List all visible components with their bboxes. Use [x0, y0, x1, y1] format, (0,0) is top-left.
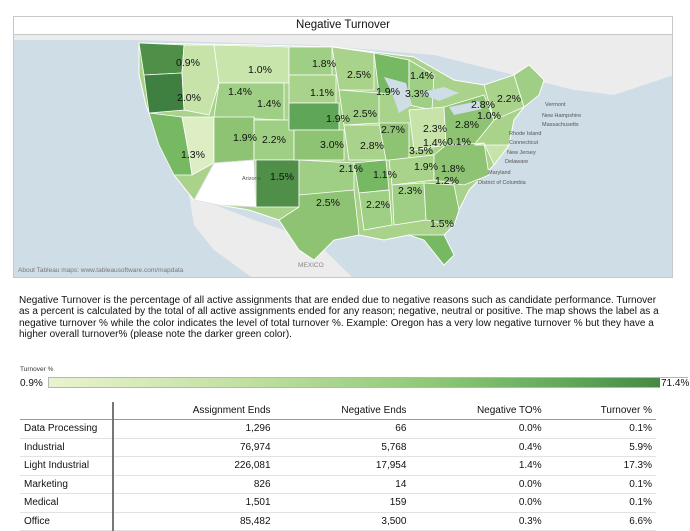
- row-category: Data Processing: [20, 420, 113, 439]
- table-row: [20, 457, 656, 476]
- country-label-mexico: MEXICO: [298, 262, 324, 269]
- legend-min-value: 0.9%: [20, 378, 43, 389]
- state-label-massachusetts: Massachusetts: [542, 122, 579, 128]
- state-label-rhode-island: Rhode Island: [509, 131, 542, 137]
- map-value-label: 1.9%: [376, 86, 400, 98]
- column-header-negative-to[interactable]: Negative TO%: [410, 402, 545, 420]
- map-value-label: 1.2%: [435, 175, 459, 187]
- cell-turnover: 0.1%: [546, 475, 656, 494]
- map-value-label: 2.2%: [262, 134, 286, 146]
- map-value-label: 1.0%: [477, 110, 501, 122]
- cell-negative-to: 0.3%: [410, 512, 545, 531]
- row-category: Light Industrial: [20, 457, 113, 476]
- map-value-label: 0.9%: [176, 57, 200, 69]
- cell-negative-ends: 3,500: [275, 512, 411, 531]
- cell-negative-ends: 17,954: [275, 457, 411, 476]
- us-turnover-map[interactable]: [13, 34, 673, 278]
- cell-negative-to: 0.0%: [410, 420, 545, 439]
- map-value-label: 1.0%: [248, 64, 272, 76]
- map-value-label: 2.8%: [360, 140, 384, 152]
- cell-turnover: 17.3%: [546, 457, 656, 476]
- legend-color-ramp: [48, 377, 688, 388]
- map-value-label: 2.1%: [339, 163, 363, 175]
- cell-negative-to: 0.0%: [410, 494, 545, 513]
- column-header-turnover[interactable]: Turnover %: [546, 402, 656, 420]
- table-row: [20, 475, 656, 494]
- turnover-table: [20, 402, 656, 531]
- table-row: [20, 438, 656, 457]
- cell-negative-ends: 5,768: [275, 438, 411, 457]
- map-attribution[interactable]: About Tableau maps: www.tableausoftware.com/mapdata: [18, 267, 184, 274]
- cell-assignment-ends: 226,081: [113, 457, 275, 476]
- map-description: Negative Turnover is the percentage of all active assignments that are ended due to negative reasons such as candidate performance. Turnover as a percent is calculated by the total of all active assignments ended for any reason; negative, neutral or positive. The map shows the label as a negative turnover % while the color indicates the level of total turnover %. Example: Oregon has a very low negative turnover % but they have a higher overall turnover% (please note the darker green color).: [19, 295, 659, 340]
- cell-negative-to: 0.4%: [410, 438, 545, 457]
- table-row: [20, 420, 656, 439]
- map-title: Negative Turnover: [13, 16, 673, 34]
- map-value-label: 2.2%: [366, 199, 390, 211]
- map-value-label: 1.4%: [228, 86, 252, 98]
- map-value-label: 2.0%: [177, 92, 201, 104]
- cell-assignment-ends: 1,296: [113, 420, 275, 439]
- cell-assignment-ends: 76,974: [113, 438, 275, 457]
- cell-negative-ends: 159: [275, 494, 411, 513]
- map-value-label: 3.5%: [409, 145, 433, 157]
- map-value-label: 3.3%: [405, 88, 429, 100]
- legend-title: Turnover %: [20, 366, 54, 373]
- map-value-label: 2.7%: [381, 124, 405, 136]
- map-value-label: 1.5%: [270, 171, 294, 183]
- state-label-delaware: Delaware: [505, 159, 529, 165]
- column-header-negative-ends[interactable]: Negative Ends: [275, 402, 411, 420]
- state-label-maryland: Maryland: [488, 170, 511, 176]
- map-value-label: 0.1%: [447, 136, 471, 148]
- map-value-label: 2.5%: [316, 197, 340, 209]
- row-category: Marketing: [20, 475, 113, 494]
- cell-negative-to: 1.4%: [410, 457, 545, 476]
- map-value-label: 1.9%: [233, 132, 257, 144]
- table-header-row: [20, 402, 656, 420]
- map-value-label: 2.8%: [455, 119, 479, 131]
- cell-assignment-ends: 1,501: [113, 494, 275, 513]
- table-row: [20, 494, 656, 513]
- map-value-label: 1.1%: [373, 169, 397, 181]
- cell-negative-to: 0.0%: [410, 475, 545, 494]
- map-value-label: 1.4%: [257, 98, 281, 110]
- map-value-label: 1.4%: [423, 137, 447, 149]
- legend-max-value: 71.4%: [661, 378, 690, 389]
- state-label-vermont: Vermont: [545, 102, 566, 108]
- map-value-label: 1.8%: [441, 163, 465, 175]
- map-value-label: 1.1%: [310, 87, 334, 99]
- map-value-label: 1.3%: [181, 149, 205, 161]
- map-value-label: 1.5%: [430, 218, 454, 230]
- row-category: Industrial: [20, 438, 113, 457]
- state-label-new-hampshire: New Hampshire: [542, 113, 582, 119]
- cell-negative-ends: 66: [275, 420, 411, 439]
- map-value-label: 2.3%: [423, 123, 447, 135]
- column-header-category: [20, 402, 113, 420]
- cell-turnover: 6.6%: [546, 512, 656, 531]
- row-category: Medical: [20, 494, 113, 513]
- state-label-connecticut: Connecticut: [509, 140, 539, 146]
- map-value-label: 1.4%: [410, 70, 434, 82]
- map-value-label: 2.2%: [497, 93, 521, 105]
- column-header-assignment-ends[interactable]: Assignment Ends: [113, 402, 275, 420]
- state-label-arizona: Arizona: [242, 176, 261, 182]
- map-value-label: 1.9%: [326, 113, 350, 125]
- map-value-label: 2.5%: [353, 108, 377, 120]
- map-value-label: 2.5%: [347, 69, 371, 81]
- map-svg: [14, 35, 673, 278]
- map-value-label: 2.8%: [471, 99, 495, 111]
- map-value-label: 2.3%: [398, 185, 422, 197]
- row-category: Office: [20, 512, 113, 531]
- cell-assignment-ends: 85,482: [113, 512, 275, 531]
- cell-turnover: 0.1%: [546, 420, 656, 439]
- table-row: [20, 512, 656, 531]
- cell-turnover: 0.1%: [546, 494, 656, 513]
- cell-negative-ends: 14: [275, 475, 411, 494]
- cell-assignment-ends: 826: [113, 475, 275, 494]
- map-value-label: 1.8%: [312, 58, 336, 70]
- state-label-new-jersey: New Jersey: [507, 150, 536, 156]
- state-label-district-of-columbia: District of Columbia: [478, 180, 526, 186]
- map-value-label: 3.0%: [320, 139, 344, 151]
- cell-turnover: 5.9%: [546, 438, 656, 457]
- map-value-label: 1.9%: [414, 161, 438, 173]
